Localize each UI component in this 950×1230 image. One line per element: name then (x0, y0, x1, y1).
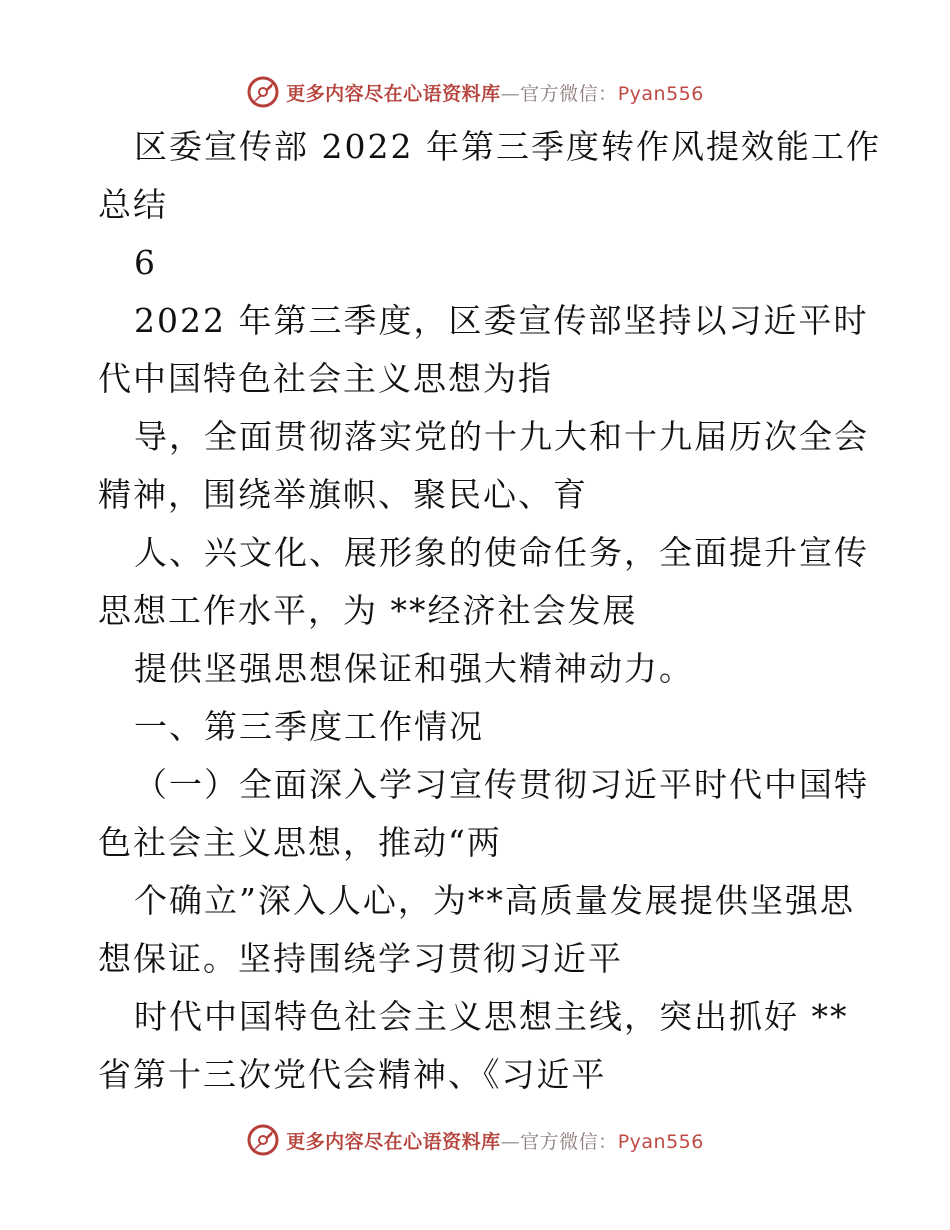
document-line: （一）全面深入学习宣传贯彻习近平时代中国特 (134, 765, 869, 804)
document-line: 一、第三季度工作情况 (134, 707, 484, 746)
document-line: 个确立”深入人心，为**高质量发展提供坚强思 (134, 881, 855, 920)
document-line: 人、兴文化、展形象的使命任务，全面提升宣传 (134, 533, 869, 572)
document-line: 代中国特色社会主义思想为指 (98, 359, 553, 398)
watermark-header (0, 72, 950, 112)
document-line: 精神，围绕举旗帜、聚民心、育 (98, 475, 588, 514)
watermark-separator: — (500, 1130, 521, 1153)
watermark-brand: 更多内容尽在心语资料库 (286, 1130, 501, 1153)
watermark-wechat-id: Pyan556 (617, 82, 704, 105)
watermark-official-label: 官方微信： (520, 82, 618, 105)
watermark-footer (0, 1120, 950, 1160)
watermark-separator: — (500, 82, 521, 105)
quill-logo-icon (246, 1123, 280, 1157)
document-line: 时代中国特色社会主义思想主线，突出抓好 ** (134, 997, 849, 1036)
document-line: 总结 (98, 185, 168, 224)
watermark-brand: 更多内容尽在心语资料库 (286, 82, 501, 105)
document-line: 6 (134, 243, 157, 282)
document-line: 色社会主义思想，推动“两 (98, 823, 502, 862)
document-line: 想保证。坚持围绕学习贯彻习近平 (98, 939, 623, 978)
document-body (98, 118, 881, 1104)
watermark-official-label: 官方微信： (520, 1130, 618, 1153)
watermark-text (286, 1127, 704, 1154)
document-line: 思想工作水平，为 **经济社会发展 (98, 591, 638, 630)
document-line: 省第十三次党代会精神、《习近平 (98, 1055, 607, 1094)
document-line: 导，全面贯彻落实党的十九大和十九届历次全会 (134, 417, 869, 456)
document-line: 区委宣传部 2022 年第三季度转作风提效能工作 (134, 127, 881, 166)
watermark-text (286, 79, 704, 106)
watermark-wechat-id: Pyan556 (617, 1130, 704, 1153)
quill-logo-icon (246, 75, 280, 109)
document-line: 提供坚强思想保证和强大精神动力。 (134, 649, 694, 688)
document-line: 2022 年第三季度，区委宣传部坚持以习近平时 (134, 301, 869, 340)
